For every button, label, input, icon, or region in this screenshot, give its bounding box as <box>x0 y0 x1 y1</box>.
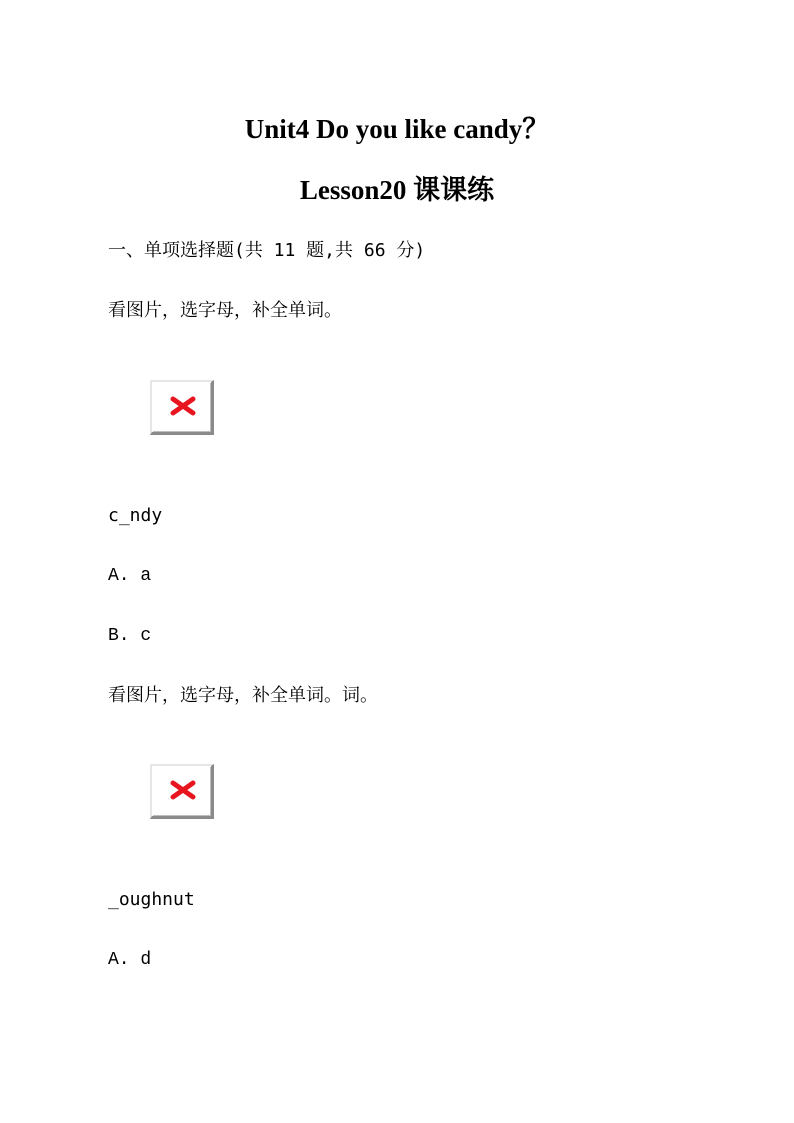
option-a[interactable] <box>108 948 151 972</box>
red-x-icon <box>170 780 196 800</box>
question-instruction: 看图片，选字母，补全单词。 <box>108 300 342 321</box>
document-subtitle: Lesson20 课课练 <box>299 175 495 205</box>
question-word: _oughnut <box>108 889 195 910</box>
option-b[interactable] <box>108 624 151 648</box>
red-x-icon <box>170 396 196 416</box>
option-label: A. <box>108 950 130 970</box>
question-word: c_ndy <box>108 505 163 526</box>
document-title: Unit4 Do you like candy？ <box>244 114 550 144</box>
question-instruction: 看图片，选字母，补全单词。词。 <box>108 685 378 706</box>
option-a[interactable] <box>108 564 151 588</box>
option-label: B. <box>108 626 130 646</box>
broken-image-icon <box>150 380 214 435</box>
option-label: A. <box>108 566 130 586</box>
option-value: a <box>140 566 152 586</box>
option-value: c <box>140 626 152 646</box>
section-heading: 一、单项选择题(共 11 题,共 66 分) <box>108 240 426 261</box>
broken-image-icon <box>150 764 214 819</box>
option-value: d <box>140 950 152 970</box>
